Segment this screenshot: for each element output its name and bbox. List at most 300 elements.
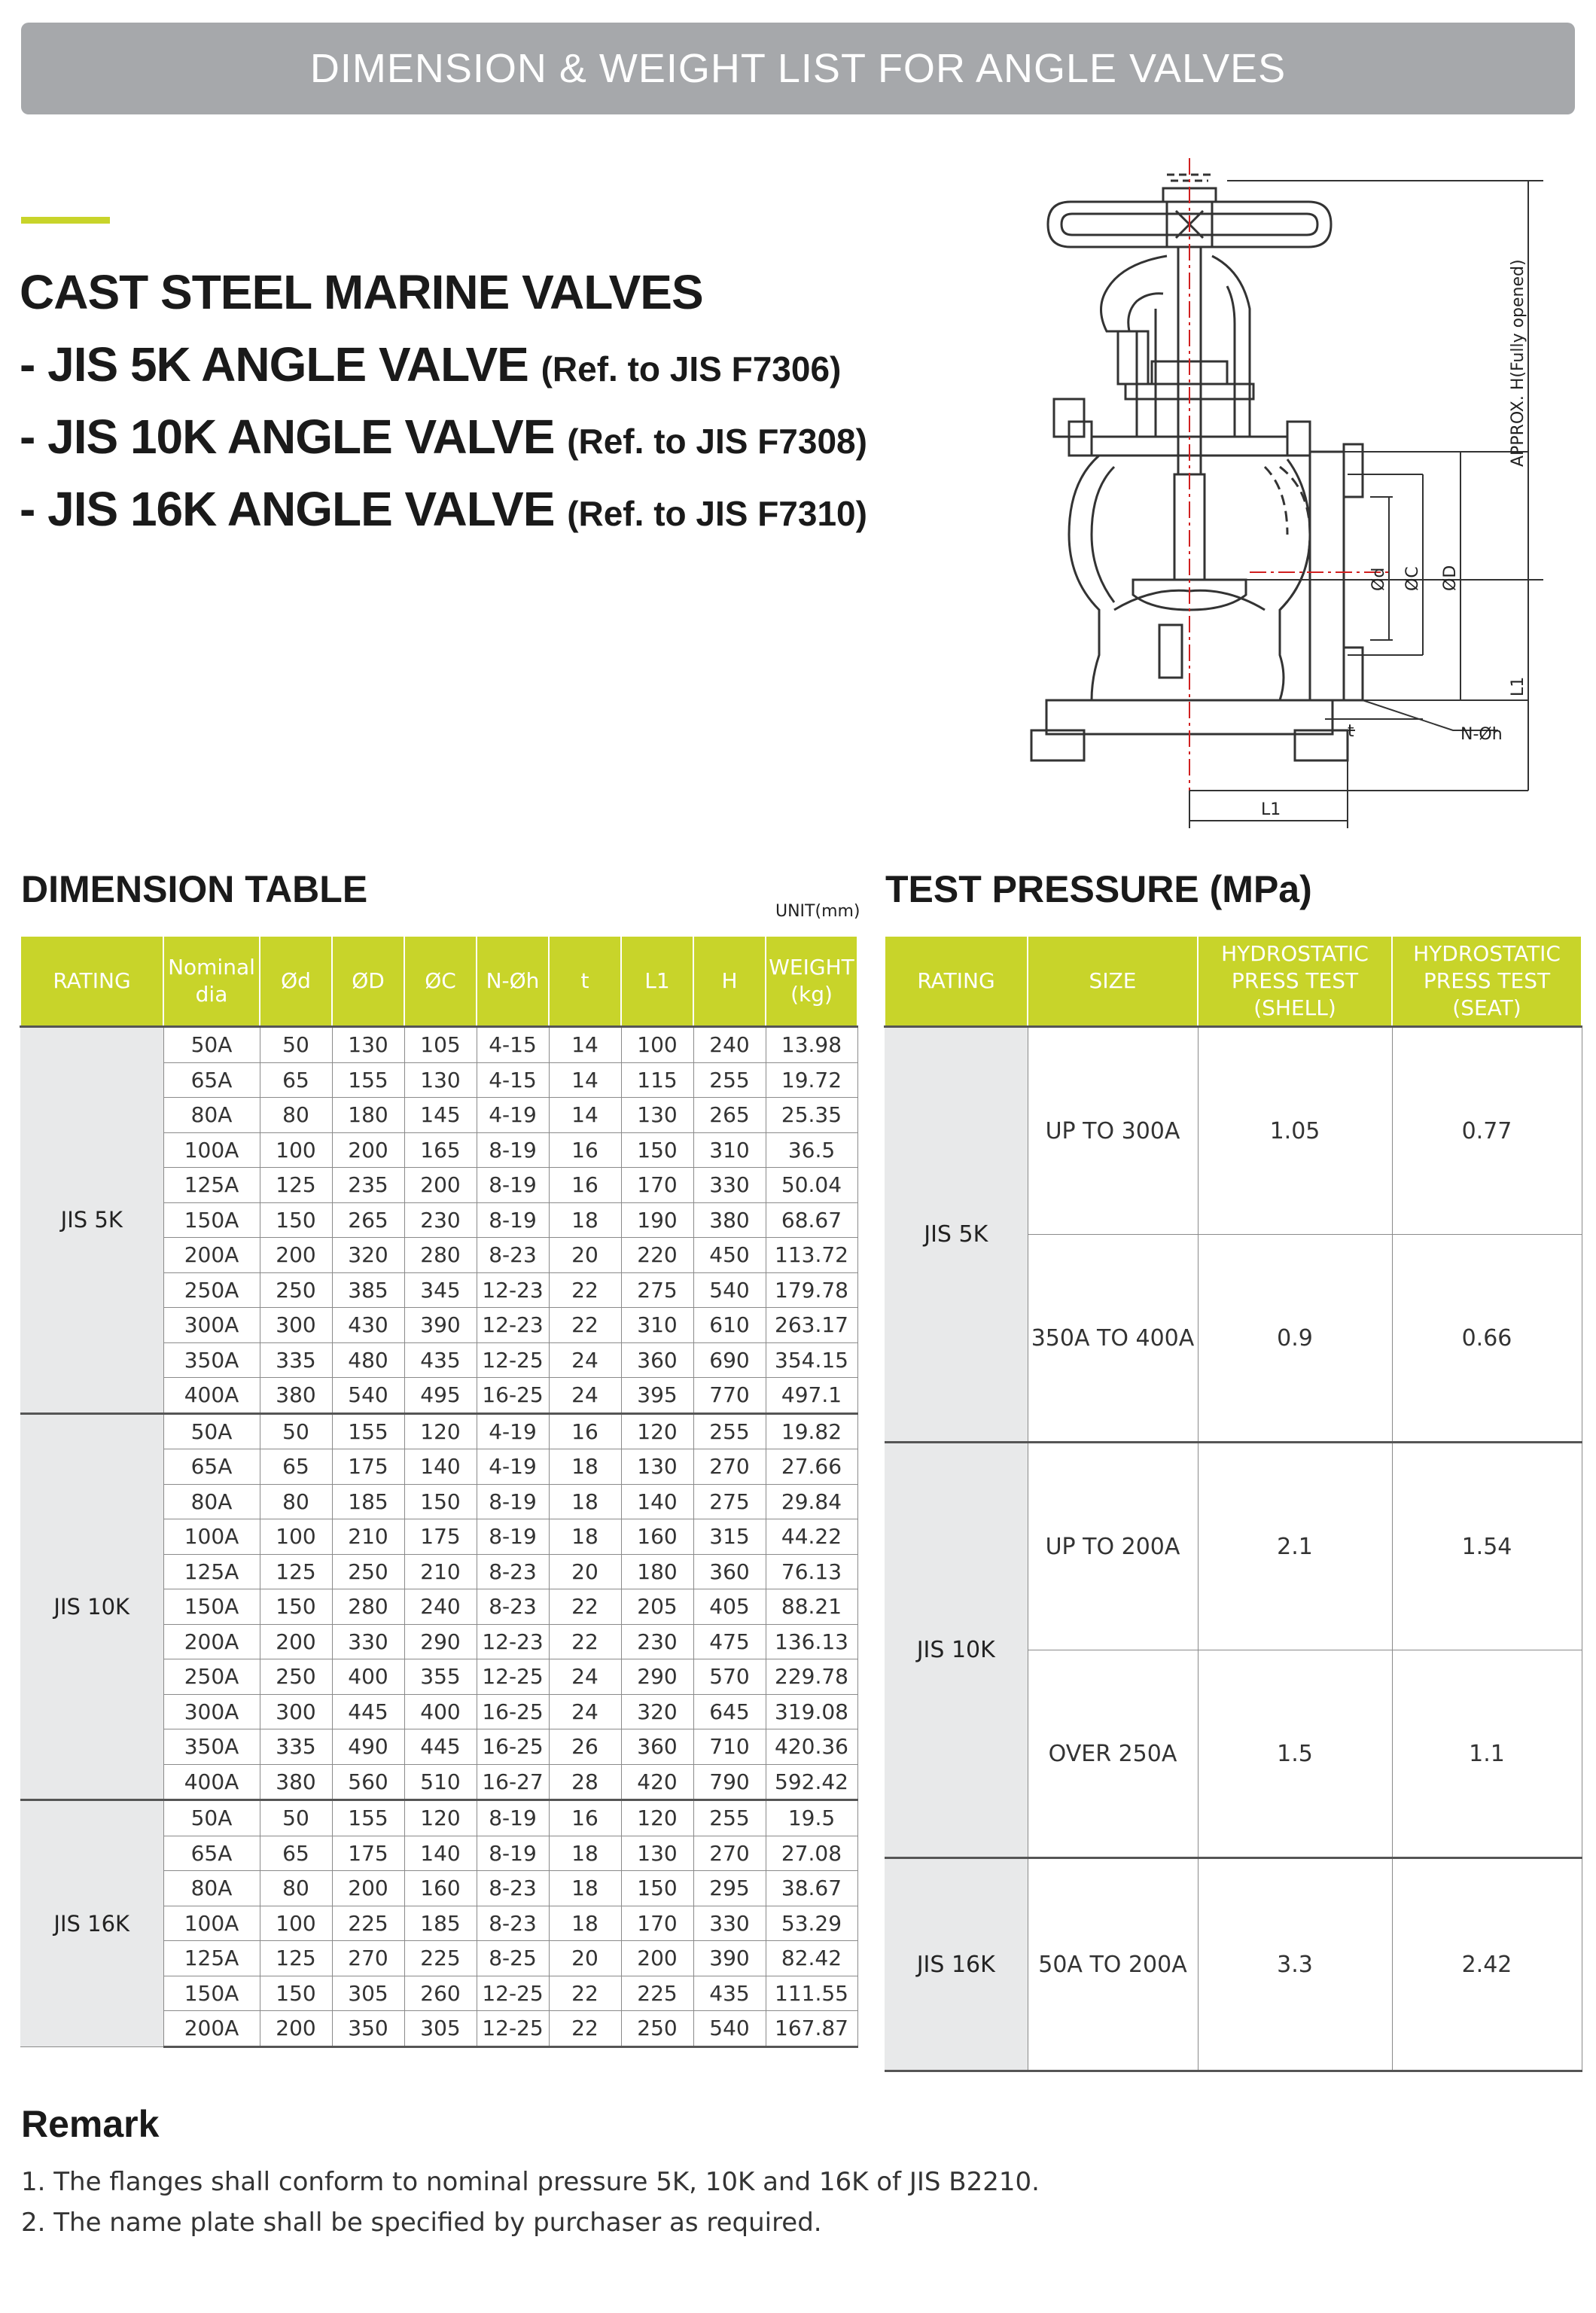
page-banner: DIMENSION & WEIGHT LIST FOR ANGLE VALVES	[21, 23, 1575, 114]
table-cell: 690	[693, 1342, 766, 1378]
table-row	[885, 1443, 1582, 1650]
table-cell: 200	[404, 1168, 477, 1203]
table-cell: 12-25	[477, 1659, 549, 1695]
test-pressure-body	[885, 1027, 1582, 2071]
table-cell: 130	[332, 1027, 404, 1063]
table-cell: 12-23	[477, 1308, 549, 1343]
title-ref: (Ref. to JIS F7310)	[567, 494, 867, 533]
table-cell: 175	[332, 1449, 404, 1485]
table-cell: 330	[693, 1906, 766, 1941]
table-cell: 65A	[163, 1062, 260, 1098]
title-line-5k	[20, 328, 867, 401]
table-cell: 18	[549, 1484, 621, 1519]
rating-cell: JIS 10K	[885, 1443, 1028, 1858]
table-cell: 18	[549, 1449, 621, 1485]
table-cell: 540	[693, 2011, 766, 2047]
size-cell: UP TO 300A	[1028, 1027, 1198, 1235]
table-cell: 400A	[163, 1378, 260, 1414]
table-cell: 100	[260, 1132, 332, 1168]
table-cell: 200	[260, 2011, 332, 2047]
table-cell: 50A	[163, 1027, 260, 1063]
table-cell: 275	[621, 1272, 693, 1308]
table-cell: 120	[621, 1413, 693, 1449]
table-cell: 22	[549, 1976, 621, 2011]
table-cell: 22	[549, 1272, 621, 1308]
table-cell: 270	[332, 1941, 404, 1976]
table-cell: 250	[621, 2011, 693, 2047]
table-cell: 140	[404, 1449, 477, 1485]
size-cell: 50A TO 200A	[1028, 1858, 1198, 2071]
remark-item: 1. The flanges shall conform to nominal pressure 5K, 10K and 16K of JIS B2210.	[21, 2167, 1040, 2197]
table-cell: 263.17	[766, 1308, 857, 1343]
table-cell: 155	[332, 1800, 404, 1836]
table-cell: 330	[332, 1624, 404, 1659]
table-cell: 8-19	[477, 1484, 549, 1519]
table-cell: 16-25	[477, 1729, 549, 1765]
table-cell: 111.55	[766, 1976, 857, 2011]
table-cell: 225	[404, 1941, 477, 1976]
column-header: RATING	[20, 936, 163, 1027]
table-cell: 130	[621, 1449, 693, 1485]
test-pressure-table	[884, 935, 1582, 2072]
table-cell: 8-19	[477, 1836, 549, 1871]
table-cell: 12-23	[477, 1272, 549, 1308]
table-cell: 200	[332, 1132, 404, 1168]
label-c: ØC	[1403, 566, 1422, 591]
table-cell: 65	[260, 1836, 332, 1871]
table-cell: 300A	[163, 1308, 260, 1343]
table-cell: 400	[404, 1694, 477, 1729]
table-cell: 120	[404, 1413, 477, 1449]
table-cell: 120	[404, 1800, 477, 1836]
table-cell: 165	[404, 1132, 477, 1168]
table-cell: 400	[332, 1659, 404, 1695]
title-name: - JIS 5K ANGLE VALVE	[20, 337, 528, 392]
table-cell: 12-25	[477, 1976, 549, 2011]
table-cell: 255	[693, 1800, 766, 1836]
table-cell: 315	[693, 1519, 766, 1555]
product-titles	[20, 256, 867, 545]
table-cell: 170	[621, 1168, 693, 1203]
table-cell: 260	[404, 1976, 477, 2011]
table-cell: 390	[693, 1941, 766, 1976]
table-row	[885, 1027, 1582, 1235]
rating-cell: JIS 16K	[20, 1800, 163, 2047]
column-header: WEIGHT (kg)	[766, 936, 857, 1027]
table-cell: 20	[549, 1238, 621, 1273]
rating-group	[20, 1800, 857, 2047]
table-cell: 16	[549, 1800, 621, 1836]
remark-title: Remark	[21, 2103, 160, 2145]
table-cell: 540	[693, 1272, 766, 1308]
rating-cell: JIS 10K	[20, 1413, 163, 1800]
table-cell: 210	[332, 1519, 404, 1555]
table-cell: 150A	[163, 1589, 260, 1625]
table-cell: 155	[332, 1413, 404, 1449]
table-cell: 50A	[163, 1800, 260, 1836]
table-cell: 16	[549, 1413, 621, 1449]
table-cell: 200	[260, 1238, 332, 1273]
table-cell: 24	[549, 1694, 621, 1729]
table-cell: 380	[260, 1764, 332, 1800]
title-ref: (Ref. to JIS F7306)	[541, 349, 842, 389]
table-cell: 150	[260, 1589, 332, 1625]
remark-item: 2. The name plate shall be specified by purchaser as required.	[21, 2208, 822, 2238]
table-cell: 130	[404, 1062, 477, 1098]
main-title: CAST STEEL MARINE VALVES	[20, 265, 703, 319]
table-cell: 12-25	[477, 2011, 549, 2047]
column-header: H	[693, 936, 766, 1027]
table-cell: 310	[621, 1308, 693, 1343]
table-cell: 150A	[163, 1202, 260, 1238]
table-cell: 319.08	[766, 1694, 857, 1729]
table-cell: 4-19	[477, 1098, 549, 1133]
table-cell: 155	[332, 1062, 404, 1098]
table-cell: 18	[549, 1202, 621, 1238]
table-cell: 16-27	[477, 1764, 549, 1800]
table-cell: 145	[404, 1098, 477, 1133]
table-cell: 200	[621, 1941, 693, 1976]
table-cell: 265	[332, 1202, 404, 1238]
column-header: ØC	[404, 936, 477, 1027]
table-cell: 105	[404, 1027, 477, 1063]
label-h: APPROX. H(Fully opened)	[1509, 259, 1527, 467]
column-header: L1	[621, 936, 693, 1027]
table-cell: 380	[693, 1202, 766, 1238]
table-cell: 68.67	[766, 1202, 857, 1238]
table-cell: 8-19	[477, 1800, 549, 1836]
table-cell: 240	[404, 1589, 477, 1625]
table-cell: 210	[404, 1554, 477, 1589]
table-cell: 305	[404, 2011, 477, 2047]
title-name: - JIS 10K ANGLE VALVE	[20, 410, 555, 464]
shell-cell: 1.05	[1198, 1027, 1392, 1235]
table-cell: 28	[549, 1764, 621, 1800]
table-cell: 250	[260, 1272, 332, 1308]
column-header: RATING	[885, 936, 1028, 1027]
title-name: - JIS 16K ANGLE VALVE	[20, 482, 555, 536]
table-cell: 560	[332, 1764, 404, 1800]
table-cell: 18	[549, 1519, 621, 1555]
table-cell: 19.5	[766, 1800, 857, 1836]
table-cell: 100	[260, 1519, 332, 1555]
column-header: N-Øh	[477, 936, 549, 1027]
rating-group	[20, 1413, 857, 1800]
dimension-header-row	[20, 936, 857, 1027]
table-cell: 80A	[163, 1484, 260, 1519]
table-cell: 235	[332, 1168, 404, 1203]
table-cell: 80	[260, 1484, 332, 1519]
rating-cell: JIS 16K	[885, 1858, 1028, 2071]
table-cell: 150	[404, 1484, 477, 1519]
title-line-16k	[20, 473, 867, 545]
table-cell: 82.42	[766, 1941, 857, 1976]
table-cell: 240	[693, 1027, 766, 1063]
table-cell: 80A	[163, 1871, 260, 1906]
table-cell: 570	[693, 1659, 766, 1695]
table-cell: 16-25	[477, 1694, 549, 1729]
table-cell: 26	[549, 1729, 621, 1765]
table-cell: 14	[549, 1098, 621, 1133]
table-cell: 65A	[163, 1449, 260, 1485]
table-cell: 290	[621, 1659, 693, 1695]
table-cell: 16	[549, 1168, 621, 1203]
table-cell: 20	[549, 1941, 621, 1976]
shell-cell: 0.9	[1198, 1235, 1392, 1443]
table-cell: 320	[332, 1238, 404, 1273]
table-cell: 350A	[163, 1342, 260, 1378]
table-cell: 495	[404, 1378, 477, 1414]
table-cell: 320	[621, 1694, 693, 1729]
table-cell: 250A	[163, 1659, 260, 1695]
table-cell: 16	[549, 1132, 621, 1168]
table-cell: 200A	[163, 1238, 260, 1273]
table-cell: 50A	[163, 1413, 260, 1449]
table-cell: 380	[260, 1378, 332, 1414]
table-cell: 335	[260, 1342, 332, 1378]
table-cell: 350A	[163, 1729, 260, 1765]
table-cell: 19.72	[766, 1062, 857, 1098]
label-t: t	[1348, 722, 1354, 741]
seat-cell: 0.77	[1392, 1027, 1582, 1235]
table-cell: 435	[693, 1976, 766, 2011]
table-cell: 250	[260, 1659, 332, 1695]
table-cell: 100A	[163, 1132, 260, 1168]
table-cell: 150	[260, 1202, 332, 1238]
table-cell: 16-25	[477, 1378, 549, 1414]
table-cell: 130	[621, 1836, 693, 1871]
table-cell: 592.42	[766, 1764, 857, 1800]
table-cell: 490	[332, 1729, 404, 1765]
table-cell: 179.78	[766, 1272, 857, 1308]
table-cell: 8-19	[477, 1168, 549, 1203]
shell-cell: 1.5	[1198, 1650, 1392, 1858]
table-cell: 385	[332, 1272, 404, 1308]
table-cell: 280	[332, 1589, 404, 1625]
table-cell: 395	[621, 1378, 693, 1414]
table-cell: 180	[621, 1554, 693, 1589]
table-cell: 170	[621, 1906, 693, 1941]
seat-cell: 1.1	[1392, 1650, 1582, 1858]
table-cell: 295	[693, 1871, 766, 1906]
table-cell: 18	[549, 1836, 621, 1871]
table-cell: 13.98	[766, 1027, 857, 1063]
table-cell: 290	[404, 1624, 477, 1659]
label-nh: N-Øh	[1460, 725, 1503, 744]
table-cell: 350	[332, 2011, 404, 2047]
table-cell: 180	[332, 1098, 404, 1133]
label-l1-bottom: L1	[1261, 800, 1281, 819]
table-cell: 354.15	[766, 1342, 857, 1378]
table-cell: 8-23	[477, 1554, 549, 1589]
table-cell: 80A	[163, 1098, 260, 1133]
angle-valve-drawing	[1001, 158, 1573, 828]
table-row	[885, 1858, 1582, 2071]
table-cell: 80	[260, 1098, 332, 1133]
table-cell: 22	[549, 1589, 621, 1625]
dimension-table-title: DIMENSION TABLE	[21, 868, 368, 910]
table-cell: 200	[260, 1624, 332, 1659]
table-cell: 360	[621, 1729, 693, 1765]
table-cell: 150	[621, 1132, 693, 1168]
table-cell: 44.22	[766, 1519, 857, 1555]
label-d: ØD	[1441, 565, 1460, 591]
column-header: Nominal dia	[163, 936, 260, 1027]
table-cell: 710	[693, 1729, 766, 1765]
table-cell: 300	[260, 1308, 332, 1343]
table-cell: 50	[260, 1413, 332, 1449]
rating-cell: JIS 5K	[20, 1027, 163, 1414]
table-cell: 270	[693, 1836, 766, 1871]
table-cell: 175	[332, 1836, 404, 1871]
table-cell: 310	[693, 1132, 766, 1168]
table-cell: 113.72	[766, 1238, 857, 1273]
table-cell: 4-19	[477, 1413, 549, 1449]
table-cell: 229.78	[766, 1659, 857, 1695]
table-cell: 390	[404, 1308, 477, 1343]
table-cell: 790	[693, 1764, 766, 1800]
column-header: HYDROSTATIC PRESS TEST (SHELL)	[1198, 936, 1392, 1027]
table-cell: 610	[693, 1308, 766, 1343]
size-cell: 350A TO 400A	[1028, 1235, 1198, 1443]
test-pressure-title: TEST PRESSURE (MPa)	[885, 868, 1312, 910]
table-cell: 510	[404, 1764, 477, 1800]
table-cell: 115	[621, 1062, 693, 1098]
table-cell: 185	[404, 1906, 477, 1941]
table-cell: 25.35	[766, 1098, 857, 1133]
table-cell: 400A	[163, 1764, 260, 1800]
table-cell: 136.13	[766, 1624, 857, 1659]
table-cell: 220	[621, 1238, 693, 1273]
table-cell: 160	[621, 1519, 693, 1555]
table-cell: 225	[332, 1906, 404, 1941]
table-cell: 19.82	[766, 1413, 857, 1449]
table-cell: 335	[260, 1729, 332, 1765]
table-cell: 18	[549, 1906, 621, 1941]
table-cell: 100A	[163, 1906, 260, 1941]
table-cell: 175	[404, 1519, 477, 1555]
unit-label: UNIT(mm)	[775, 902, 860, 921]
table-cell: 27.66	[766, 1449, 857, 1485]
table-cell: 65	[260, 1062, 332, 1098]
table-cell: 8-23	[477, 1589, 549, 1625]
table-cell: 360	[693, 1554, 766, 1589]
table-cell: 125	[260, 1168, 332, 1203]
column-header: SIZE	[1028, 936, 1198, 1027]
table-cell: 345	[404, 1272, 477, 1308]
table-cell: 8-23	[477, 1238, 549, 1273]
table-cell: 88.21	[766, 1589, 857, 1625]
table-cell: 475	[693, 1624, 766, 1659]
table-cell: 160	[404, 1871, 477, 1906]
accent-bar	[21, 217, 110, 224]
table-cell: 430	[332, 1308, 404, 1343]
table-cell: 29.84	[766, 1484, 857, 1519]
table-cell: 190	[621, 1202, 693, 1238]
column-header: ØD	[332, 936, 404, 1027]
table-cell: 150	[260, 1976, 332, 2011]
table-cell: 185	[332, 1484, 404, 1519]
table-cell: 125	[260, 1554, 332, 1589]
table-cell: 65	[260, 1449, 332, 1485]
shell-cell: 2.1	[1198, 1443, 1392, 1650]
table-cell: 36.5	[766, 1132, 857, 1168]
table-cell: 27.08	[766, 1836, 857, 1871]
table-cell: 4-15	[477, 1027, 549, 1063]
table-cell: 50	[260, 1027, 332, 1063]
table-cell: 150A	[163, 1976, 260, 2011]
size-cell: OVER 250A	[1028, 1650, 1198, 1858]
table-cell: 330	[693, 1168, 766, 1203]
table-cell: 250	[332, 1554, 404, 1589]
rating-cell: JIS 5K	[885, 1027, 1028, 1443]
table-cell: 645	[693, 1694, 766, 1729]
table-cell: 130	[621, 1098, 693, 1133]
table-cell: 100	[621, 1027, 693, 1063]
table-cell: 420	[621, 1764, 693, 1800]
table-cell: 125A	[163, 1168, 260, 1203]
table-cell: 76.13	[766, 1554, 857, 1589]
table-cell: 300	[260, 1694, 332, 1729]
table-cell: 50.04	[766, 1168, 857, 1203]
table-cell: 355	[404, 1659, 477, 1695]
table-cell: 22	[549, 2011, 621, 2047]
table-cell: 14	[549, 1027, 621, 1063]
table-cell: 65A	[163, 1836, 260, 1871]
table-cell: 280	[404, 1238, 477, 1273]
table-cell: 497.1	[766, 1378, 857, 1414]
table-cell: 480	[332, 1342, 404, 1378]
table-cell: 8-23	[477, 1906, 549, 1941]
table-cell: 8-25	[477, 1941, 549, 1976]
table-cell: 8-19	[477, 1519, 549, 1555]
size-cell: UP TO 200A	[1028, 1443, 1198, 1650]
table-cell: 4-15	[477, 1062, 549, 1098]
table-cell: 140	[404, 1836, 477, 1871]
title-ref: (Ref. to JIS F7308)	[567, 422, 867, 461]
title-line-10k	[20, 401, 867, 473]
table-cell: 12-23	[477, 1624, 549, 1659]
table-cell: 140	[621, 1484, 693, 1519]
table-cell: 24	[549, 1342, 621, 1378]
table-cell: 300A	[163, 1694, 260, 1729]
table-cell: 205	[621, 1589, 693, 1625]
table-cell: 125A	[163, 1941, 260, 1976]
table-cell: 250A	[163, 1272, 260, 1308]
seat-cell: 2.42	[1392, 1858, 1582, 2071]
table-cell: 200	[332, 1871, 404, 1906]
label-l1-side: L1	[1509, 676, 1527, 696]
dimension-table	[20, 935, 858, 2048]
table-cell: 230	[404, 1202, 477, 1238]
table-cell: 8-19	[477, 1132, 549, 1168]
table-cell: 20	[549, 1554, 621, 1589]
table-cell: 420.36	[766, 1729, 857, 1765]
table-cell: 275	[693, 1484, 766, 1519]
table-cell: 305	[332, 1976, 404, 2011]
table-cell: 14	[549, 1062, 621, 1098]
seat-cell: 0.66	[1392, 1235, 1582, 1443]
shell-cell: 3.3	[1198, 1858, 1392, 2071]
table-cell: 445	[332, 1694, 404, 1729]
column-header: HYDROSTATIC PRESS TEST (SEAT)	[1392, 936, 1582, 1027]
table-cell: 200A	[163, 1624, 260, 1659]
table-cell: 8-23	[477, 1871, 549, 1906]
table-row	[20, 1413, 857, 1449]
table-cell: 225	[621, 1976, 693, 2011]
table-cell: 38.67	[766, 1871, 857, 1906]
table-cell: 22	[549, 1308, 621, 1343]
